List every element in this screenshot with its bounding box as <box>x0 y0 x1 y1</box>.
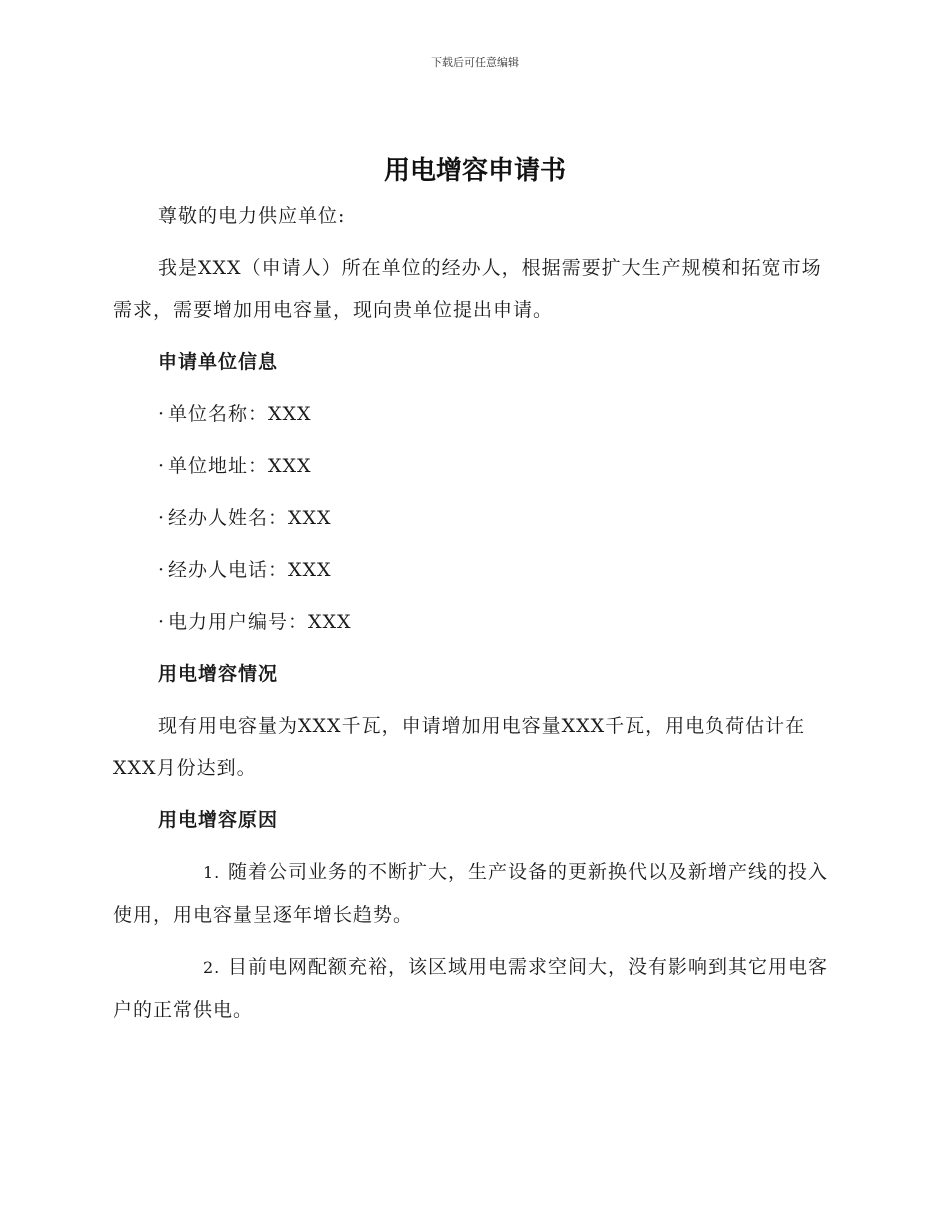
document-body <box>113 195 835 1041</box>
list-item-text: 单位地址：XXX <box>168 455 312 477</box>
reason-number: 2. <box>203 958 221 977</box>
bullet-icon: · <box>158 559 166 581</box>
reason-item <box>113 851 835 936</box>
reason-item <box>113 946 835 1031</box>
bullet-icon: · <box>158 507 166 529</box>
list-item <box>113 601 835 643</box>
list-item <box>113 445 835 487</box>
list-item-text: 单位名称：XXX <box>168 403 312 425</box>
list-item <box>113 549 835 591</box>
list-item <box>113 497 835 539</box>
list-item-text: 经办人电话：XXX <box>168 559 332 581</box>
reason-text: 目前电网配额充裕，该区域用电需求空间大，没有影响到其它用电客户的正常供电。 <box>113 956 829 1021</box>
salutation: 尊敬的电力供应单位: <box>158 205 346 227</box>
list-item-text: 经办人姓名：XXX <box>168 507 332 529</box>
list-item <box>113 393 835 435</box>
reason-number: 1. <box>203 863 221 882</box>
intro-paragraph: 我是XXX（申请人）所在单位的经办人，根据需要扩大生产规模和拓宽市场需求，需要增加用电容量，现向贵单位提出申请。 <box>113 257 822 321</box>
bullet-icon: · <box>158 455 166 477</box>
list-item-text: 电力用户编号：XXX <box>168 611 352 633</box>
section-heading-reasons: 用电增容原因 <box>158 809 279 831</box>
header-note: 下载后可任意编辑 <box>431 56 519 69</box>
reason-text: 随着公司业务的不断扩大，生产设备的更新换代以及新增产线的投入使用，用电容量呈逐年增长趋势。 <box>113 861 829 926</box>
bullet-icon: · <box>158 611 166 633</box>
section-heading-applicant-info: 申请单位信息 <box>158 351 279 373</box>
capacity-paragraph: 现有用电容量为XXX千瓦，申请增加用电容量XXX千瓦，用电负荷估计在XXX月份达到。 <box>113 715 806 779</box>
bullet-icon: · <box>158 403 166 425</box>
document-title: 用电增容申请书 <box>383 156 566 186</box>
section-heading-capacity: 用电增容情况 <box>158 663 279 685</box>
